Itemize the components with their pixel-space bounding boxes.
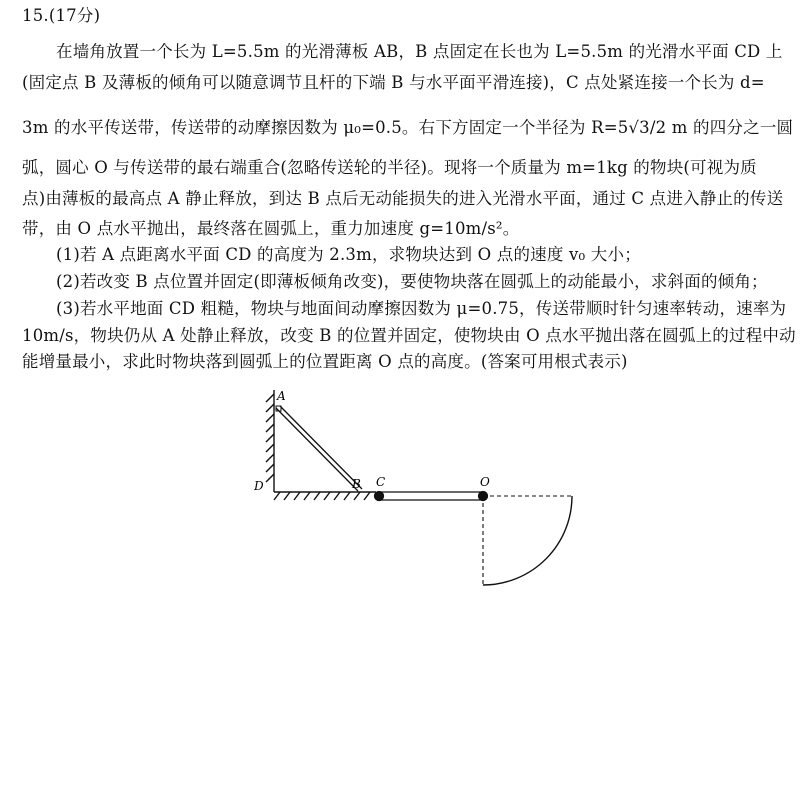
question-2: (2)若改变 B 点位置并固定(即薄板倾角改变)，要使物块落在圆弧上的动能最小，求斜面的倾角；: [56, 272, 768, 291]
physics-diagram: [240, 378, 600, 598]
label-d: D: [254, 479, 264, 493]
problem-line: 3m 的水平传送带，传送带的动摩擦因数为 μ₀=0.5。右下方固定一个半径为 R=5√3/2 m 的四分之一圆: [22, 118, 794, 137]
problem-line: 点)由薄板的最高点 A 静止释放，到达 B 点后无动能损失的进入光滑水平面，通过 C 点进入静止的传送: [22, 189, 784, 208]
problem-line: 弧，圆心 O 与传送带的最右端重合(忽略传送轮的半径)。现将一个质量为 m=1kg 的物块(可视为质: [22, 158, 757, 177]
label-o: O: [480, 475, 490, 489]
question-1: (1)若 A 点距离水平面 CD 的高度为 2.3m，求物块达到 O 点的速度 v₀ 大小；: [56, 245, 641, 264]
pulley-c: [375, 492, 384, 501]
conveyor-belt: [375, 492, 488, 501]
label-b: B: [352, 477, 361, 491]
question-3-continued: 10m/s，物块仍从 A 处静止释放，改变 B 的位置并固定，使物块由 O 点水平抛出落在圆弧上的过程中动: [22, 326, 796, 345]
wall-hatching: [266, 390, 274, 492]
question-3: (3)若水平地面 CD 粗糙，物块与地面间动摩擦因数为 μ=0.75，传送带顺时针匀速率转动，速率为: [56, 299, 787, 318]
label-c: C: [376, 475, 386, 489]
problem-header: 15.(17分): [22, 6, 101, 25]
ground-hatching: [274, 492, 376, 500]
problem-line: (固定点 B 及薄板的倾角可以随意调节且杆的下端 B 与水平面平滑连接)，C 点处紧连接一个长为 d=: [22, 73, 765, 92]
incline-plate-ab: [276, 406, 362, 491]
problem-line: 带，由 O 点水平抛出，最终落在圆弧上，重力加速度 g=10m/s²。: [22, 219, 520, 238]
label-a: A: [277, 389, 286, 403]
quarter-arc: [483, 496, 572, 585]
problem-line: 在墙角放置一个长为 L=5.5m 的光滑薄板 AB，B 点固定在长也为 L=5.5m 的光滑水平面 CD 上: [56, 42, 783, 61]
question-3-continued: 能增量最小，求此时物块落到圆弧上的位置距离 O 点的高度。(答案可用根式表示): [22, 352, 628, 371]
